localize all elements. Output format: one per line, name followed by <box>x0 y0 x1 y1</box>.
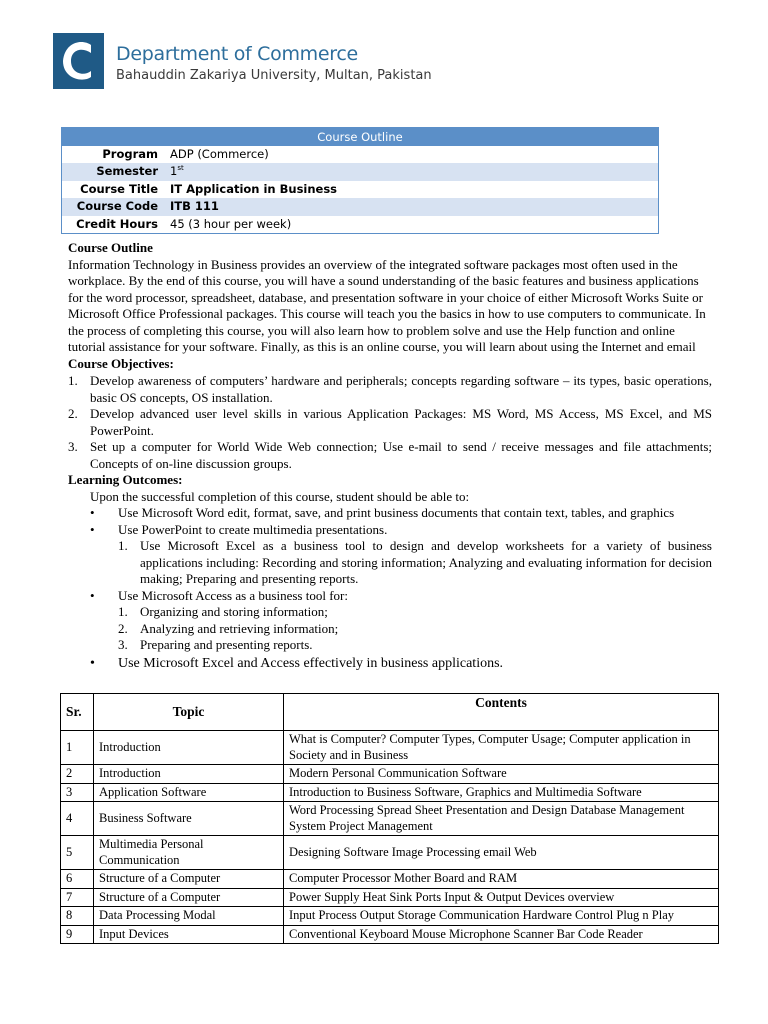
bullet-text: Use Microsoft Access as a business tool for: <box>118 587 348 603</box>
bullet-item <box>68 522 712 539</box>
course-info-title: Course Outline <box>62 128 658 146</box>
bullet-icon: • <box>90 521 95 537</box>
cell-sr: 9 <box>61 925 94 944</box>
access-sublist <box>68 604 712 654</box>
outcomes-intro: Upon the successful completion of this course, student should be able to: <box>90 488 470 504</box>
cell-topic: Data Processing Modal <box>94 907 284 926</box>
info-row-credit-hours <box>62 216 658 233</box>
objectives-heading: Course Objectives: <box>68 355 174 371</box>
university-logo <box>53 33 104 89</box>
list-text: Analyzing and retrieving information; <box>140 620 339 636</box>
semester-value: 1 <box>170 164 178 179</box>
header-topic: Topic <box>94 694 284 731</box>
cell-sr: 3 <box>61 783 94 802</box>
table-row <box>61 888 719 907</box>
semester-suffix: st <box>177 164 184 173</box>
info-label: Course Code <box>76 199 158 214</box>
cell-topic: Application Software <box>94 783 284 802</box>
list-item <box>68 406 712 439</box>
list-number: 1. <box>68 373 78 388</box>
bullet-text: Use Microsoft Excel and Access effectively in business applications. <box>118 655 504 671</box>
cell-contents: Word Processing Spread Sheet Presentation and Design Database Management System Project Management <box>284 802 719 836</box>
list-number: 2. <box>68 406 78 421</box>
list-text: Organizing and storing information; <box>140 604 328 619</box>
cell-contents: Computer Processor Mother Board and RAM <box>284 870 719 889</box>
header-contents: Contents <box>284 694 719 731</box>
cell-contents: Input Process Output Storage Communication Hardware Control Plug n Play <box>284 907 719 926</box>
cell-topic: Structure of a Computer <box>94 870 284 889</box>
department-title: Department of Commerce <box>116 43 358 65</box>
excel-sublist <box>68 538 712 588</box>
table-row <box>61 765 719 784</box>
info-label: Semester <box>96 164 158 179</box>
cell-topic: Structure of a Computer <box>94 888 284 907</box>
info-row-course-code <box>62 198 658 215</box>
course-info-rows <box>62 146 658 233</box>
cell-topic: Input Devices <box>94 925 284 944</box>
info-label: Program <box>102 147 158 161</box>
cell-sr: 4 <box>61 802 94 836</box>
bullet-icon: • <box>90 655 95 671</box>
info-row-semester <box>62 163 658 180</box>
header-sr: Sr. <box>61 694 94 731</box>
cell-sr: 7 <box>61 888 94 907</box>
info-value: 45 (3 hour per week) <box>170 216 292 231</box>
cell-sr: 1 <box>61 731 94 765</box>
bullet-text: Use Microsoft Word edit, format, save, and print business documents that contain text, tables, and graphics <box>118 505 675 520</box>
info-value <box>166 163 658 180</box>
bullet-item <box>68 505 712 522</box>
outline-paragraph: Information Technology in Business provides an overview of the integrated software packages most often used in the workplace. By the end of this course, you will have a sound understanding of the basic features and business applications for the word processor, spreadsheet, database, and presentation software in your choice of either Microsoft Works Suite or Microsoft Office Professional packages. This course will teach you the basics in how to use computers to communicate. In the process of completing this course, you will also learn how to problem solve and use the Help function and online tutorial assistance for your software. Finally, as this is an online course, you will learn about using the Internet and email <box>68 256 706 354</box>
info-row-program <box>62 146 658 163</box>
list-number: 3. <box>68 439 78 454</box>
cell-topic: Introduction <box>94 731 284 765</box>
table-row <box>61 836 719 870</box>
table-row <box>61 802 719 836</box>
info-label: Credit Hours <box>76 216 158 231</box>
topics-table <box>60 693 719 944</box>
cell-sr: 2 <box>61 765 94 784</box>
university-name: Bahauddin Zakariya University, Multan, Pakistan <box>116 68 432 83</box>
list-item <box>118 538 712 588</box>
list-text: Develop awareness of computers’ hardware and peripherals; concepts regarding software – its types, basic operations, basic OS concepts, OS installation. <box>90 373 712 405</box>
cell-topic: Multimedia Personal Communication <box>94 836 284 870</box>
outcomes-heading: Learning Outcomes: <box>68 472 183 487</box>
cell-sr: 8 <box>61 907 94 926</box>
cell-contents: Designing Software Image Processing email Web <box>284 836 719 870</box>
list-item <box>68 373 712 406</box>
table-header-row <box>61 694 719 731</box>
objectives-list <box>68 373 712 472</box>
cell-contents: Introduction to Business Software, Graphics and Multimedia Software <box>284 783 719 802</box>
info-value: ITB 111 <box>170 199 219 214</box>
cell-contents: Modern Personal Communication Software <box>284 765 719 784</box>
bullet-item <box>68 588 712 605</box>
outline-heading: Course Outline <box>68 240 153 255</box>
table-row <box>61 907 719 926</box>
bullet-text: Use PowerPoint to create multimedia presentations. <box>118 521 388 537</box>
cell-sr: 6 <box>61 870 94 889</box>
cell-contents: Power Supply Heat Sink Ports Input & Output Devices overview <box>284 888 719 907</box>
cell-topic: Business Software <box>94 802 284 836</box>
list-item <box>118 621 712 638</box>
list-number: 1. <box>118 538 128 553</box>
table-row <box>61 783 719 802</box>
list-number: 1. <box>118 604 128 619</box>
list-number: 2. <box>118 620 128 636</box>
list-text: Preparing and presenting reports. <box>140 637 313 652</box>
list-text: Set up a computer for World Wide Web connection; Use e-mail to send / receive messages and file attachments; Concepts of on-line discussion groups. <box>90 439 712 471</box>
cell-contents: What is Computer? Computer Types, Computer Usage; Computer application in Society and in Business <box>284 731 719 765</box>
list-text: Use Microsoft Excel as a business tool to design and develop worksheets for a variety of business applications including: Recording and storing information; Analyzing and evaluating information for decision making; Preparing and presenting reports. <box>140 538 712 586</box>
list-number: 3. <box>118 637 128 652</box>
cell-topic: Introduction <box>94 765 284 784</box>
table-row <box>61 731 719 765</box>
list-item <box>118 637 712 654</box>
info-value: IT Application in Business <box>170 181 338 196</box>
list-text: Develop advanced user level skills in various Application Packages: MS Word, MS Access, MS Excel, and MS PowerPoint. <box>90 406 712 438</box>
info-value: ADP (Commerce) <box>170 147 269 161</box>
course-info-table <box>61 127 659 234</box>
bullet-icon: • <box>90 505 95 520</box>
table-row <box>61 925 719 944</box>
list-item <box>68 439 712 472</box>
info-row-course-title <box>62 181 658 198</box>
bullet-icon: • <box>90 587 95 603</box>
bullet-item <box>68 656 712 673</box>
cell-sr: 5 <box>61 836 94 870</box>
list-item <box>118 604 712 621</box>
table-row <box>61 870 719 889</box>
info-label: Course Title <box>80 181 158 196</box>
document-body <box>68 240 712 672</box>
cell-contents: Conventional Keyboard Mouse Microphone Scanner Bar Code Reader <box>284 925 719 944</box>
